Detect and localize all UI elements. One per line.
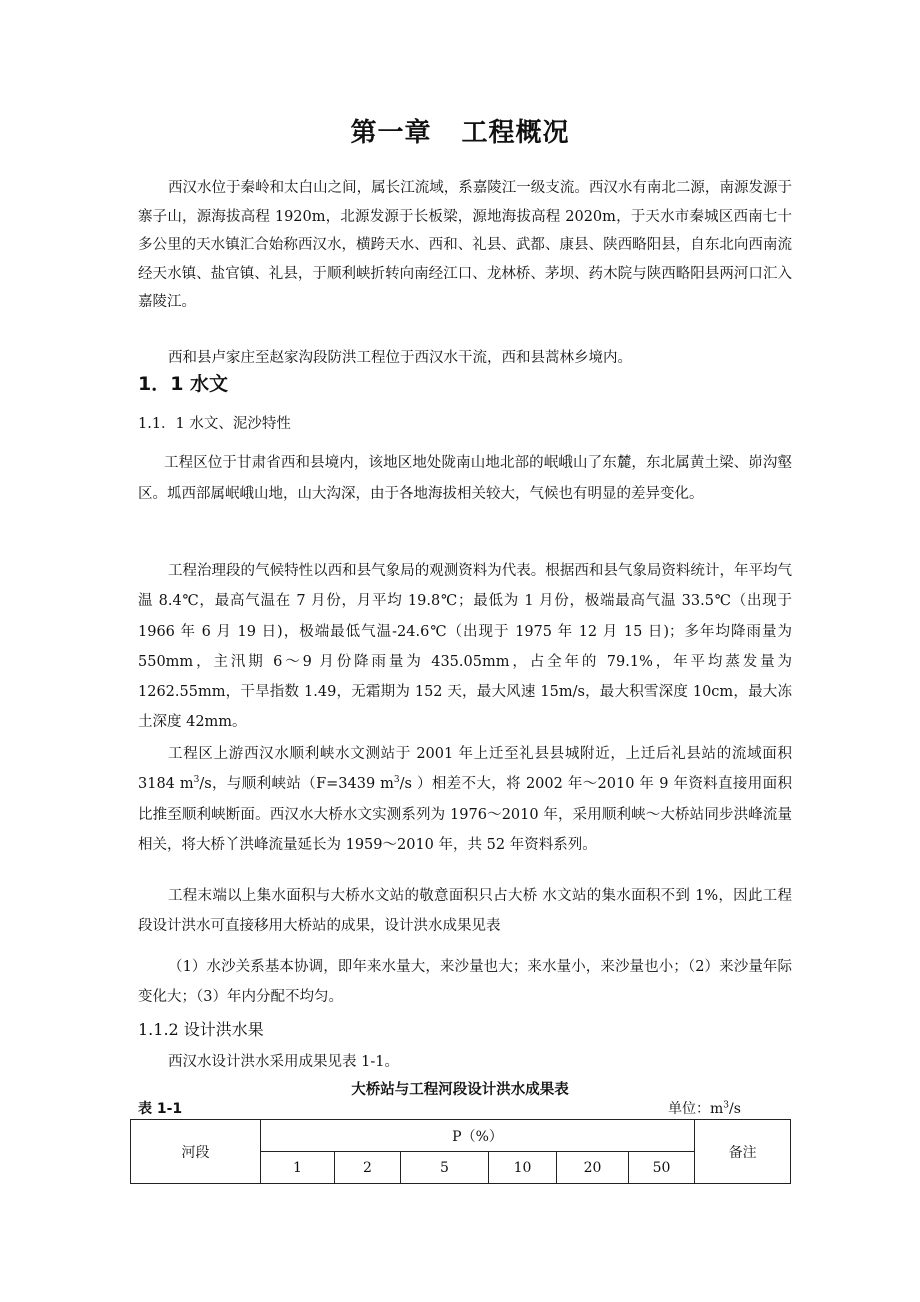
table-header-probability: P（%） — [261, 1120, 695, 1152]
table-header-p-value: 5 — [401, 1152, 489, 1184]
design-flood-table — [130, 1119, 791, 1184]
paragraph-location: 工程区位于甘肃省西和县境内，该地区地处陇南山地北部的岷峨山了东麓，东北属黄土梁、峁沟壑区。坬西部属岷峨山地，山大沟深，由于各地海拔相关较大，气候也有明显的差异变化。 — [138, 455, 792, 502]
chapter-number: 第一章 — [350, 118, 432, 148]
paragraph-hydrometric-station: 工程区上游西汉水顺利峡水文测站于 2001 年上迁至礼县县城附近，上迁后礼县站的流域面积 3184 $m^3/s$，与顺利峡站（F=3439 $m^3/s$ ）相差不大，将 2002 年～2010 年 9 年资料直接用面积比推至顺利峡断面。西汉水大桥水文实测系列为 1976～2010 年，采用顺利峡～大桥站同步洪峰流量相关，将大桥丫洪峰流量延长为 1959～2010 年，共 52 年资料系列。 — [138, 746, 792, 853]
chapter-title — [0, 112, 920, 149]
paragraph-water-sediment: （1）水沙关系基本协调，即年来水量大，来沙量也大；来水量小，来沙量也小；（2）来沙量年际变化大；（3）年内分配不均匀。 — [138, 959, 792, 1006]
intro-paragraph-1: 西汉水位于秦岭和太白山之间，属长江流域，系嘉陵江一级支流。西汉水有南北二源，南源发源于寨子山，源海拔高程 1920m，北源发源于长板梁，源地海拔高程 2020m，于天水市秦城区西南七十多公里的天水镇汇合始称西汉水，横跨天水、西和、礼县、武都、康县、陕西略阳县，自东北向西南流经天水镇、盐官镇、礼县，于顺利峡折转向南经江口、龙林桥、茅坝、药木院与陕西略阳县两河口汇入嘉陵江。 — [138, 180, 792, 311]
table-header-note: 备注 — [695, 1120, 791, 1184]
table-number: 表 1-1 — [138, 1101, 183, 1117]
paragraph-catchment: 工程末端以上集水面积与大桥水文站的敬意面积只占大桥 水文站的集水面积不到 1%，因此工程段设计洪水可直接移用大桥站的成果，设计洪水成果见表 — [138, 888, 792, 935]
table-header-p-value: 10 — [489, 1152, 557, 1184]
intro-paragraph-2: 西和县卢家庄至赵家沟段防洪工程位于西汉水干流，西和县蒿林乡境内。 — [168, 350, 632, 366]
subsection-heading-design-flood: 1.1.2 设计洪水果 — [138, 1020, 264, 1039]
table-header-p-value: 2 — [335, 1152, 401, 1184]
table-title: 大桥站与工程河段设计洪水成果表 — [351, 1082, 569, 1098]
table-header-reach: 河段 — [131, 1120, 261, 1184]
table-header-p-value: 1 — [261, 1152, 335, 1184]
table-unit: 单位：$m^3/s$ — [668, 1100, 741, 1117]
section-heading-hydrology: 1．1 水文 — [138, 373, 229, 395]
subsection-heading-sediment: 1.1．1 水文、泥沙特性 — [138, 416, 291, 432]
paragraph-design-flood: 西汉水设计洪水采用成果见表 1-1。 — [168, 1054, 399, 1070]
table-header-p-value: 20 — [557, 1152, 629, 1184]
chapter-name: 工程概况 — [461, 118, 570, 148]
table-header-p-value: 50 — [629, 1152, 695, 1184]
paragraph-climate: 工程治理段的气候特性以西和县气象局的观测资料为代表。根据西和县气象局资料统计，年平均气温 8.4℃，最高气温在 7 月份，月平均 19.8℃；最低为 1 月份，极端最高气温 33.5℃（出现于 1966 年 6 月 19 日)，极端最低气温-24.6℃（出现于 1975 年 12 月 15 日)；多年均降雨量为 550mm，主汛期 6～9 月份降雨量为 435.05mm，占全年的 79.1%，年平均蒸发量为 1262.55mm，干旱指数 1.49，无霜期为 152 天，最大风速 15m/s，最大积雪深度 10cm，最大冻土深度 42mm。 — [138, 563, 792, 731]
